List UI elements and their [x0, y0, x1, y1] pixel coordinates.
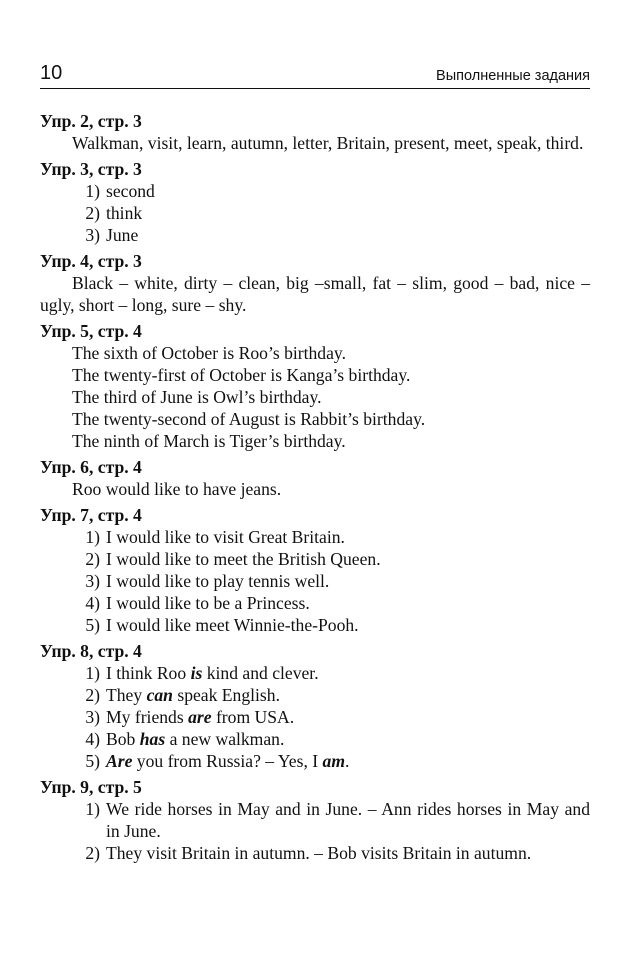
item-text: I would like meet Winnie-the-Pooh. [106, 615, 359, 635]
text-part: I think Roo [106, 663, 191, 683]
list-item [40, 592, 590, 614]
emphasized-verb: are [188, 707, 212, 727]
item-number: 3) [85, 225, 100, 245]
item-number: 2) [85, 203, 100, 223]
exercise-heading: Упр. 3, стр. 3 [40, 159, 142, 179]
item-number: 1) [85, 663, 100, 683]
answer-line: Roo would like to have jeans. [72, 479, 282, 499]
exercise-heading: Упр. 8, стр. 4 [40, 641, 142, 661]
item-text: I would like to be a Princess. [106, 593, 310, 613]
item-text: think [106, 203, 143, 223]
item-text [106, 706, 590, 728]
item-number: 1) [85, 181, 100, 201]
list-item [40, 706, 590, 728]
list-item [40, 224, 590, 246]
list-item [40, 202, 590, 224]
exercise-heading: Упр. 9, стр. 5 [40, 777, 142, 797]
item-text [106, 728, 590, 750]
item-number: 4) [85, 729, 100, 749]
item-text [106, 684, 590, 706]
item-number: 1) [85, 799, 100, 819]
emphasized-verb: is [190, 663, 203, 683]
item-text: I would like to play tennis well. [106, 571, 330, 591]
text-part: from USA. [211, 707, 295, 727]
item-text: We ride horses in May and in June. – Ann rides horses in May and in June. [106, 799, 590, 841]
answer-line: The sixth of October is Roo’s birthday. [72, 343, 346, 363]
list-item [40, 728, 590, 750]
exercise-heading: Упр. 7, стр. 4 [40, 505, 142, 525]
emphasized-verb: has [139, 729, 166, 749]
item-number: 1) [85, 527, 100, 547]
emphasized-verb: Are [106, 751, 133, 771]
item-text [106, 750, 590, 772]
text-part: My friends [106, 707, 189, 727]
item-text [106, 662, 590, 684]
answer-line: The twenty-second of August is Rabbit’s birthday. [72, 409, 426, 429]
answer-line: The twenty-first of October is Kanga’s birthday. [72, 365, 411, 385]
text-part: a new walkman. [165, 729, 285, 749]
exercise-paragraph: Black – white, dirty – clean, big –small, fat – slim, good – bad, nice – ugly, short – long, sure – shy. [40, 273, 590, 315]
item-number: 2) [85, 843, 100, 863]
list-item [40, 842, 590, 864]
text-part: speak English. [172, 685, 280, 705]
answer-list [40, 526, 590, 636]
list-item [40, 548, 590, 570]
emphasized-verb: can [146, 685, 173, 705]
list-item [40, 526, 590, 548]
text-part: They [106, 685, 147, 705]
running-title: Выполненные задания [436, 68, 590, 84]
answer-list [40, 798, 590, 864]
list-item [40, 684, 590, 706]
answer-list [40, 662, 590, 772]
item-number: 2) [85, 685, 100, 705]
item-text: I would like to meet the British Queen. [106, 549, 381, 569]
text-part: Bob [106, 729, 140, 749]
exercise-paragraph: Walkman, visit, learn, autumn, letter, Britain, present, meet, speak, third. [72, 133, 584, 153]
list-item [40, 750, 590, 772]
exercise-heading: Упр. 2, стр. 3 [40, 111, 142, 131]
list-item [40, 798, 590, 842]
item-text: They visit Britain in autumn. – Bob visits Britain in autumn. [106, 843, 532, 863]
exercise-heading: Упр. 5, стр. 4 [40, 321, 142, 341]
text-part: kind and clever. [202, 663, 319, 683]
item-number: 3) [85, 571, 100, 591]
page-number: 10 [40, 62, 63, 84]
item-number: 3) [85, 707, 100, 727]
item-number: 4) [85, 593, 100, 613]
page-header [40, 62, 590, 89]
list-item [40, 570, 590, 592]
item-text: June [106, 225, 139, 245]
item-number: 5) [85, 751, 100, 771]
answer-line: The ninth of March is Tiger’s birthday. [72, 431, 346, 451]
answer-list [40, 180, 590, 246]
exercise-heading: Упр. 6, стр. 4 [40, 457, 142, 477]
item-text: I would like to visit Great Britain. [106, 527, 345, 547]
answer-line: The third of June is Owl’s birthday. [72, 387, 322, 407]
page-content [40, 110, 590, 864]
exercise-heading: Упр. 4, стр. 3 [40, 251, 142, 271]
item-number: 5) [85, 615, 100, 635]
text-part: . [345, 751, 350, 771]
list-item [40, 614, 590, 636]
item-number: 2) [85, 549, 100, 569]
emphasized-verb: am [322, 751, 345, 771]
list-item [40, 180, 590, 202]
list-item [40, 662, 590, 684]
item-text: second [106, 181, 155, 201]
text-part: you from Russia? – Yes, I [132, 751, 323, 771]
